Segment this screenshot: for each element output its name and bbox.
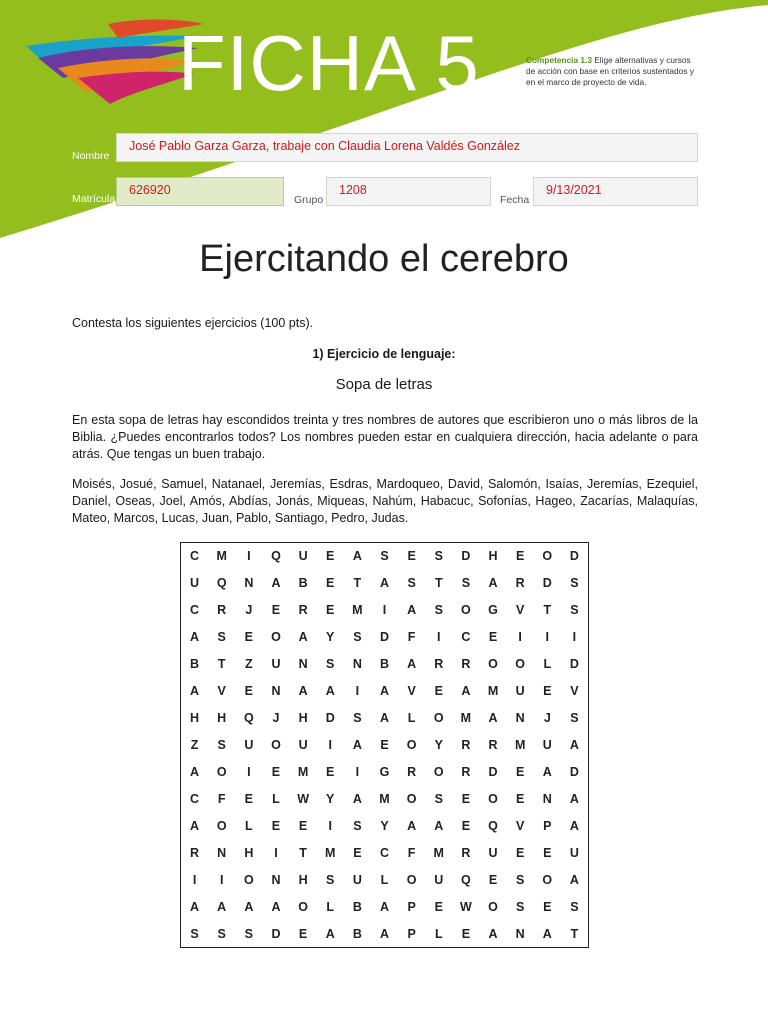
grid-cell[interactable]: M: [379, 791, 390, 806]
grid-cell[interactable]: N: [217, 845, 227, 860]
grid-cell[interactable]: E: [461, 818, 471, 833]
grid-cell[interactable]: S: [461, 576, 471, 591]
section-heading: 1) Ejercicio de lenguaje:: [312, 347, 456, 361]
grid-cell[interactable]: O: [216, 818, 227, 833]
grid-cell[interactable]: S: [515, 872, 525, 887]
grid-cell[interactable]: I: [274, 845, 278, 860]
nombre-label: Nombre: [72, 150, 110, 162]
grid-cell[interactable]: U: [352, 872, 362, 887]
grid-cell[interactable]: R: [434, 657, 444, 672]
grid-cell[interactable]: B: [379, 657, 389, 672]
grid-cell[interactable]: U: [298, 549, 308, 564]
grid-cell[interactable]: M: [352, 603, 363, 618]
grid-cell[interactable]: A: [244, 899, 254, 914]
grid-cell[interactable]: O: [488, 899, 498, 914]
grid-cell[interactable]: E: [488, 872, 498, 887]
grid-cell[interactable]: R: [488, 737, 498, 752]
grid-cell[interactable]: S: [353, 630, 362, 645]
grid-cell[interactable]: S: [217, 737, 226, 752]
grid-cell[interactable]: T: [543, 603, 552, 618]
grid-cell[interactable]: A: [325, 926, 335, 941]
grid-cell[interactable]: A: [271, 899, 281, 914]
grid-cell[interactable]: E: [461, 791, 471, 806]
grid-cell[interactable]: O: [271, 630, 281, 645]
grid-cell[interactable]: V: [217, 684, 226, 699]
grid-cell[interactable]: S: [434, 791, 443, 806]
grid-cell[interactable]: V: [570, 684, 579, 699]
grid-cell[interactable]: E: [244, 630, 253, 645]
grid-cell[interactable]: L: [326, 899, 335, 914]
grid-cell[interactable]: S: [244, 926, 253, 941]
grid-cell[interactable]: B: [298, 576, 308, 591]
grid-cell[interactable]: A: [569, 818, 579, 833]
grid-cell[interactable]: S: [380, 549, 389, 564]
grid-cell[interactable]: C: [461, 630, 471, 645]
grid-cell[interactable]: O: [488, 791, 498, 806]
grid-cell[interactable]: O: [271, 737, 281, 752]
page-title: Ejercitando el cerebro: [199, 238, 569, 280]
grid-cell[interactable]: L: [543, 657, 552, 672]
grid-cell[interactable]: E: [271, 764, 281, 779]
fecha-field[interactable]: 9/13/2021: [533, 177, 698, 206]
grid-cell[interactable]: M: [433, 845, 444, 860]
competencia-label: Competencia 1.3: [526, 55, 592, 65]
grid-cell[interactable]: D: [542, 576, 552, 591]
grid-cell[interactable]: Z: [190, 737, 199, 752]
grid-cell[interactable]: D: [569, 764, 579, 779]
grid-cell[interactable]: I: [192, 872, 197, 887]
grid-cell[interactable]: Q: [243, 711, 254, 726]
grid-cell[interactable]: E: [380, 737, 389, 752]
grid-cell[interactable]: H: [217, 711, 227, 726]
grid-cell[interactable]: F: [407, 630, 416, 645]
grid-cell[interactable]: A: [190, 818, 200, 833]
grid-cell[interactable]: F: [407, 845, 416, 860]
grid-cell[interactable]: E: [244, 791, 253, 806]
grid-cell[interactable]: S: [570, 603, 579, 618]
grid-cell[interactable]: S: [434, 603, 443, 618]
grid-cell[interactable]: W: [459, 899, 472, 914]
grid-cell[interactable]: G: [488, 603, 498, 618]
grid-cell[interactable]: L: [407, 711, 416, 726]
grid-cell[interactable]: P: [407, 926, 416, 941]
grid-cell[interactable]: R: [515, 576, 525, 591]
grid-cell[interactable]: E: [461, 926, 471, 941]
grid-cell[interactable]: U: [298, 737, 308, 752]
grid-cell[interactable]: O: [433, 764, 444, 779]
grid-cell[interactable]: M: [216, 549, 227, 564]
grid-cell[interactable]: S: [190, 926, 199, 941]
grid-cell[interactable]: E: [515, 845, 525, 860]
grid-cell[interactable]: M: [460, 711, 472, 726]
word-search-grid[interactable]: [180, 542, 589, 948]
grid-cell[interactable]: A: [217, 899, 227, 914]
grid-cell[interactable]: S: [326, 657, 335, 672]
grid-cell[interactable]: E: [353, 845, 362, 860]
grid-cell[interactable]: B: [190, 657, 200, 672]
grupo-label: Grupo: [294, 194, 324, 206]
grid-cell[interactable]: O: [243, 872, 254, 887]
grid-cell[interactable]: A: [379, 576, 389, 591]
fecha-label: Fecha: [500, 194, 530, 206]
grid-cell[interactable]: O: [461, 603, 471, 618]
grid-cell[interactable]: T: [353, 576, 362, 591]
grid-cell[interactable]: R: [461, 657, 471, 672]
grid-cell[interactable]: N: [298, 657, 308, 672]
grid-cell[interactable]: C: [190, 791, 200, 806]
grid-cell[interactable]: I: [247, 764, 251, 779]
grid-cell[interactable]: B: [352, 899, 362, 914]
names-list-paragraph: Moisés, Josué, Samuel, Natanael, Jeremías, Esdras, Mardoqueo, David, Salomón, Isaías, Jeremías, Ezequiel, Daniel, Oseas, Joel, Amós, Abdías, Jonás, Miqueas, Nahúm, Habacuc, Sofonías, Hageo, Zacarías, Malaquías, Mateo, Marcos, Lucas, Juan, Pablo, Santiago, Pedro, Judas.: [72, 477, 698, 525]
grid-cell[interactable]: A: [569, 791, 579, 806]
grid-cell[interactable]: E: [298, 818, 308, 833]
grid-cell[interactable]: D: [271, 926, 281, 941]
matricula-field[interactable]: 626920: [116, 177, 284, 206]
grid-cell[interactable]: C: [379, 845, 389, 860]
nombre-field[interactable]: José Pablo Garza Garza, trabaje con Claudia Lorena Valdés González: [116, 133, 698, 162]
grid-cell[interactable]: I: [328, 818, 332, 833]
grid-cell[interactable]: A: [298, 684, 308, 699]
grid-cell[interactable]: D: [325, 711, 335, 726]
grid-cell[interactable]: L: [434, 926, 443, 941]
grid-cell[interactable]: A: [352, 549, 362, 564]
grid-cell[interactable]: A: [190, 630, 200, 645]
grid-cell[interactable]: S: [434, 549, 443, 564]
grid-cell[interactable]: A: [352, 791, 362, 806]
grid-cell[interactable]: I: [247, 549, 251, 564]
grid-cell[interactable]: E: [543, 684, 552, 699]
grid-cell[interactable]: Y: [380, 818, 389, 833]
grid-cell[interactable]: E: [326, 764, 335, 779]
grid-cell[interactable]: M: [325, 845, 336, 860]
grid-cell[interactable]: S: [407, 576, 416, 591]
grid-cell[interactable]: A: [488, 576, 498, 591]
grid-cell[interactable]: H: [190, 711, 200, 726]
grid-cell[interactable]: S: [515, 899, 525, 914]
grid-cell[interactable]: E: [515, 764, 525, 779]
grid-cell[interactable]: I: [518, 630, 522, 645]
grid-cell[interactable]: E: [244, 684, 253, 699]
grid-cell[interactable]: O: [542, 549, 553, 564]
grid-cell[interactable]: U: [271, 657, 281, 672]
competencia-note: [526, 55, 696, 88]
grid-cell[interactable]: O: [406, 872, 417, 887]
grid-cell[interactable]: E: [298, 926, 308, 941]
grid-cell[interactable]: U: [434, 872, 444, 887]
grid-cell[interactable]: C: [190, 603, 200, 618]
grid-cell[interactable]: O: [216, 764, 227, 779]
grid-cell[interactable]: A: [379, 926, 389, 941]
grid-cell[interactable]: A: [461, 684, 471, 699]
grid-cell[interactable]: U: [542, 737, 552, 752]
grid-cell[interactable]: I: [355, 684, 360, 699]
grid-cell[interactable]: R: [217, 603, 227, 618]
grid-cell[interactable]: A: [352, 737, 362, 752]
grid-cell[interactable]: A: [190, 899, 200, 914]
grid-cell[interactable]: A: [271, 576, 281, 591]
grid-cell[interactable]: A: [407, 603, 417, 618]
subsection-heading: Sopa de letras: [335, 376, 433, 393]
grid-cell[interactable]: E: [543, 899, 552, 914]
grid-cell[interactable]: H: [298, 872, 308, 887]
grid-cell[interactable]: A: [407, 818, 417, 833]
grid-cell[interactable]: R: [461, 845, 471, 860]
grid-cell[interactable]: V: [407, 684, 416, 699]
grid-cell[interactable]: U: [515, 684, 525, 699]
grid-cell[interactable]: O: [488, 657, 498, 672]
grid-cell[interactable]: R: [298, 603, 308, 618]
grid-cell[interactable]: T: [299, 845, 307, 860]
grid-cell[interactable]: O: [433, 711, 444, 726]
grid-cell[interactable]: V: [515, 603, 525, 618]
instructions-text: Contesta los siguientes ejercicios (100 pts).: [72, 316, 314, 330]
grid-cell[interactable]: A: [542, 764, 552, 779]
grid-cell[interactable]: N: [271, 872, 281, 887]
grid-cell[interactable]: R: [407, 764, 417, 779]
grid-cell[interactable]: N: [352, 657, 362, 672]
grid-cell[interactable]: J: [543, 711, 551, 726]
grid-cell[interactable]: A: [434, 818, 444, 833]
grid-cell[interactable]: N: [515, 711, 525, 726]
grid-cell[interactable]: E: [271, 603, 281, 618]
grid-cell[interactable]: R: [461, 737, 471, 752]
grid-cell[interactable]: E: [326, 576, 335, 591]
grid-cell[interactable]: H: [488, 549, 498, 564]
grupo-field[interactable]: 1208: [326, 177, 491, 206]
grid-cell[interactable]: S: [353, 711, 362, 726]
grid-cell[interactable]: T: [217, 657, 226, 672]
grid-cell[interactable]: V: [515, 818, 525, 833]
grid-cell[interactable]: N: [271, 684, 281, 699]
grid-cell[interactable]: A: [488, 926, 498, 941]
grid-cell[interactable]: O: [542, 872, 553, 887]
grid-cell[interactable]: H: [244, 845, 254, 860]
grid-cell[interactable]: O: [515, 657, 526, 672]
grid-cell[interactable]: A: [298, 630, 308, 645]
grid-cell[interactable]: E: [434, 899, 443, 914]
description-paragraph: En esta sopa de letras hay escondidos treinta y tres nombres de autores que escribieron uno o más libros de la Biblia. ¿Puedes encontrarlos todos? Los nombres pueden estar en cualquiera dirección, hacia adelante o para atrás. Que tengas un buen trabajo.: [72, 413, 698, 461]
grid-cell[interactable]: H: [298, 711, 308, 726]
grid-cell[interactable]: G: [379, 764, 390, 779]
grid-cell[interactable]: S: [326, 872, 335, 887]
grid-cell[interactable]: J: [272, 711, 280, 726]
ficha-title: FICHA 5: [178, 19, 480, 107]
grid-cell[interactable]: I: [437, 630, 441, 645]
grid-cell[interactable]: E: [271, 818, 281, 833]
grid-cell[interactable]: S: [570, 711, 579, 726]
grid-cell[interactable]: L: [380, 872, 389, 887]
grid-cell[interactable]: Q: [488, 818, 498, 833]
grid-cell[interactable]: R: [190, 845, 200, 860]
grid-cell[interactable]: U: [244, 737, 254, 752]
grid-cell[interactable]: D: [569, 657, 579, 672]
grid-cell[interactable]: T: [434, 576, 443, 591]
grid-cell[interactable]: D: [569, 549, 579, 564]
grid-cell[interactable]: D: [461, 549, 471, 564]
grid-cell[interactable]: N: [542, 791, 552, 806]
grid-cell[interactable]: L: [245, 818, 253, 833]
grid-cell[interactable]: A: [190, 764, 200, 779]
grid-cell[interactable]: P: [543, 818, 552, 833]
grid-cell[interactable]: S: [217, 630, 226, 645]
grid-cell[interactable]: N: [515, 926, 525, 941]
grid-cell[interactable]: A: [379, 684, 389, 699]
grid-cell[interactable]: Q: [461, 872, 471, 887]
grid-cell[interactable]: I: [328, 737, 332, 752]
grid-cell[interactable]: Z: [245, 657, 253, 672]
grid-cell[interactable]: D: [488, 764, 498, 779]
grid-cell[interactable]: I: [545, 630, 550, 645]
grid-cell[interactable]: P: [407, 899, 416, 914]
grid-cell[interactable]: U: [488, 845, 498, 860]
grid-cell[interactable]: N: [244, 576, 254, 591]
grid-cell[interactable]: B: [352, 926, 362, 941]
grid-cell[interactable]: I: [355, 764, 360, 779]
grid-cell[interactable]: A: [190, 684, 200, 699]
grid-cell[interactable]: A: [407, 657, 417, 672]
grid-cell[interactable]: T: [570, 926, 579, 941]
grid-cell[interactable]: Q: [271, 549, 281, 564]
competencia-text: Elige alternativas y cursos de acción con base en criterios sustentados y en el marco de proyecto de vida.: [526, 55, 694, 87]
grid-cell[interactable]: O: [406, 791, 417, 806]
grid-cell[interactable]: S: [570, 576, 579, 591]
grid-cell[interactable]: S: [217, 926, 226, 941]
grid-cell[interactable]: A: [325, 684, 335, 699]
grid-cell[interactable]: U: [569, 845, 579, 860]
grid-cell[interactable]: E: [326, 603, 335, 618]
grid-cell[interactable]: I: [382, 603, 387, 618]
grid-cell[interactable]: M: [487, 684, 499, 699]
grid-cell[interactable]: A: [379, 899, 389, 914]
grid-cell[interactable]: A: [488, 711, 498, 726]
grid-cell[interactable]: O: [298, 899, 308, 914]
grid-cell[interactable]: U: [190, 576, 200, 591]
grid-cell[interactable]: S: [570, 899, 579, 914]
grid-cell[interactable]: E: [515, 791, 525, 806]
grid-cell[interactable]: A: [569, 872, 579, 887]
grid-cell[interactable]: O: [406, 737, 417, 752]
grid-cell[interactable]: A: [379, 711, 389, 726]
grid-cell[interactable]: E: [515, 549, 525, 564]
grid-cell[interactable]: Y: [326, 630, 335, 645]
grid-cell[interactable]: F: [217, 791, 226, 806]
grid-cell[interactable]: R: [461, 764, 471, 779]
grid-cell[interactable]: W: [297, 791, 309, 806]
grid-cell[interactable]: Y: [326, 791, 335, 806]
grid-cell[interactable]: Y: [434, 737, 443, 752]
grid-cell[interactable]: Q: [216, 576, 227, 591]
grid-cell[interactable]: M: [514, 737, 526, 752]
grid-cell[interactable]: E: [434, 684, 443, 699]
matricula-label: Matrícula: [72, 193, 116, 205]
grid-cell[interactable]: E: [488, 630, 498, 645]
grid-cell[interactable]: J: [245, 603, 253, 618]
grid-cell[interactable]: A: [542, 926, 552, 941]
grid-cell[interactable]: M: [297, 764, 309, 779]
grid-cell[interactable]: E: [326, 549, 335, 564]
grid-cell[interactable]: E: [407, 549, 416, 564]
grid-cell[interactable]: A: [569, 737, 579, 752]
grid-cell[interactable]: L: [272, 791, 280, 806]
grid-cell[interactable]: S: [353, 818, 362, 833]
grid-cell[interactable]: C: [190, 549, 200, 564]
grid-cell[interactable]: I: [219, 872, 224, 887]
grid-cell[interactable]: I: [572, 630, 577, 645]
grid-cell[interactable]: E: [543, 845, 552, 860]
grid-cell[interactable]: D: [379, 630, 389, 645]
